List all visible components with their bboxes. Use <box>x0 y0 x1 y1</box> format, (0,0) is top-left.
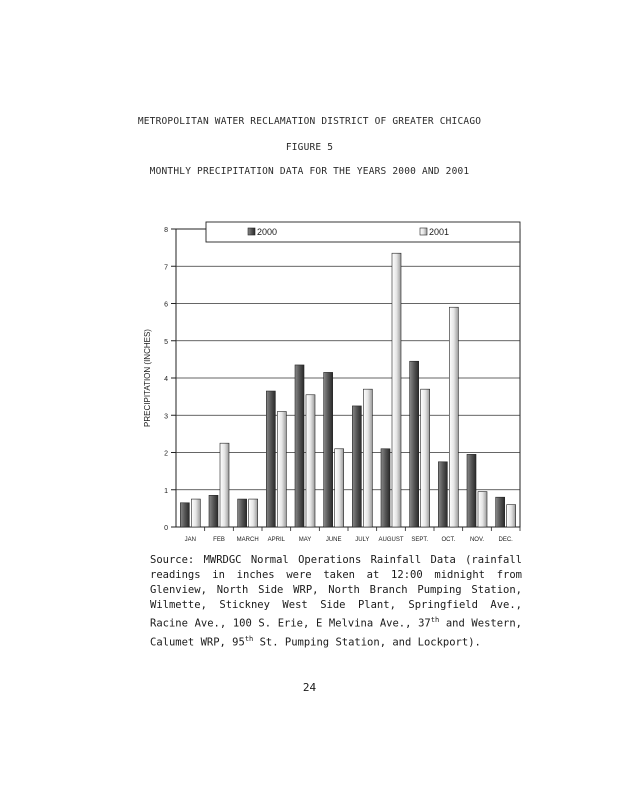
legend-swatch-2000 <box>248 228 255 235</box>
bar-2000-march <box>238 499 247 527</box>
bar-2000-jan <box>180 503 189 527</box>
bar-2001-august <box>392 253 401 527</box>
y-tick-label-0: 0 <box>164 525 168 532</box>
bar-2001-nov <box>478 492 487 527</box>
x-tick-label-dec: DEC. <box>498 537 513 543</box>
bar-2001-july <box>363 389 372 527</box>
bar-2000-april <box>266 391 275 527</box>
bar-2000-feb <box>209 495 218 527</box>
bar-2001-dec <box>507 505 516 527</box>
y-tick-label-2: 2 <box>164 450 168 458</box>
x-tick-label-august: AUGUST <box>378 537 404 543</box>
x-tick-label-nov: NOV. <box>469 537 485 543</box>
x-tick-label-feb: FEB <box>213 537 225 543</box>
x-tick-label-sept: SEPT. <box>411 537 429 543</box>
y-tick-label-8: 8 <box>164 227 168 234</box>
x-tick-label-oct: OCT. <box>441 537 456 543</box>
bar-2001-march <box>249 499 258 527</box>
bar-2000-july <box>352 406 361 527</box>
legend-swatch-2001 <box>420 228 427 235</box>
bar-2001-may <box>306 395 315 527</box>
bar-2000-may <box>295 365 304 527</box>
source-sup-1: th <box>430 616 440 624</box>
bar-2001-feb <box>220 443 229 527</box>
x-tick-label-july: JULY <box>355 537 370 543</box>
x-tick-label-jan: JAN <box>184 537 197 543</box>
org-title: METROPOLITAN WATER RECLAMATION DISTRICT OF GREATER CHICAGO <box>137 116 482 127</box>
source-text-2: and Western, Calumet WRP, 95 <box>150 617 522 648</box>
page-number: 24 <box>302 681 317 694</box>
x-tick-label-may: MAY <box>298 537 312 543</box>
source-text-1: Source: MWRDGC Normal Operations Rainfall Data (rainfall readings in inches were taken at 12:00 midnight from Glenview, North Side WRP, North Branch Pumping Station, Wilmette, Stickney West Side Plant, Springfield Ave., Racine Ave., 100 S. Erie, E Melvina Ave., 37 <box>150 554 522 630</box>
bar-2001-june <box>335 449 344 527</box>
figure-label: FIGURE 5 <box>285 142 334 153</box>
legend-label-2001: 2001 <box>429 227 450 237</box>
bar-2000-sept <box>410 361 419 527</box>
y-tick-label-7: 7 <box>164 264 168 272</box>
bar-2001-oct <box>449 307 458 527</box>
y-tick-label-3: 3 <box>164 413 168 421</box>
source-sup-2: th <box>244 634 254 643</box>
source-text-3: St. Pumping Station, and Lockport). <box>253 636 481 648</box>
y-axis-label: PRECIPITATION (INCHES) <box>143 329 152 427</box>
y-tick-label-5: 5 <box>164 338 168 346</box>
chart-subtitle: MONTHLY PRECIPITATION DATA FOR THE YEARS 2000 AND 2001 <box>149 166 470 177</box>
source-note <box>150 553 522 650</box>
x-tick-label-june: JUNE <box>325 537 342 543</box>
bar-2000-oct <box>438 462 447 527</box>
y-tick-label-6: 6 <box>164 301 168 309</box>
y-tick-label-1: 1 <box>164 487 168 495</box>
bar-2000-dec <box>496 497 505 527</box>
x-tick-label-march: MARCH <box>236 537 259 543</box>
bar-2001-april <box>277 412 286 527</box>
bar-2001-sept <box>421 389 430 527</box>
x-tick-label-april: APRIL <box>267 537 286 543</box>
bar-2000-june <box>324 372 333 527</box>
y-tick-label-4: 4 <box>164 376 168 383</box>
bar-2000-nov <box>467 454 476 527</box>
legend-label-2000: 2000 <box>257 227 278 237</box>
bar-2001-jan <box>191 499 200 527</box>
bar-2000-august <box>381 449 390 527</box>
